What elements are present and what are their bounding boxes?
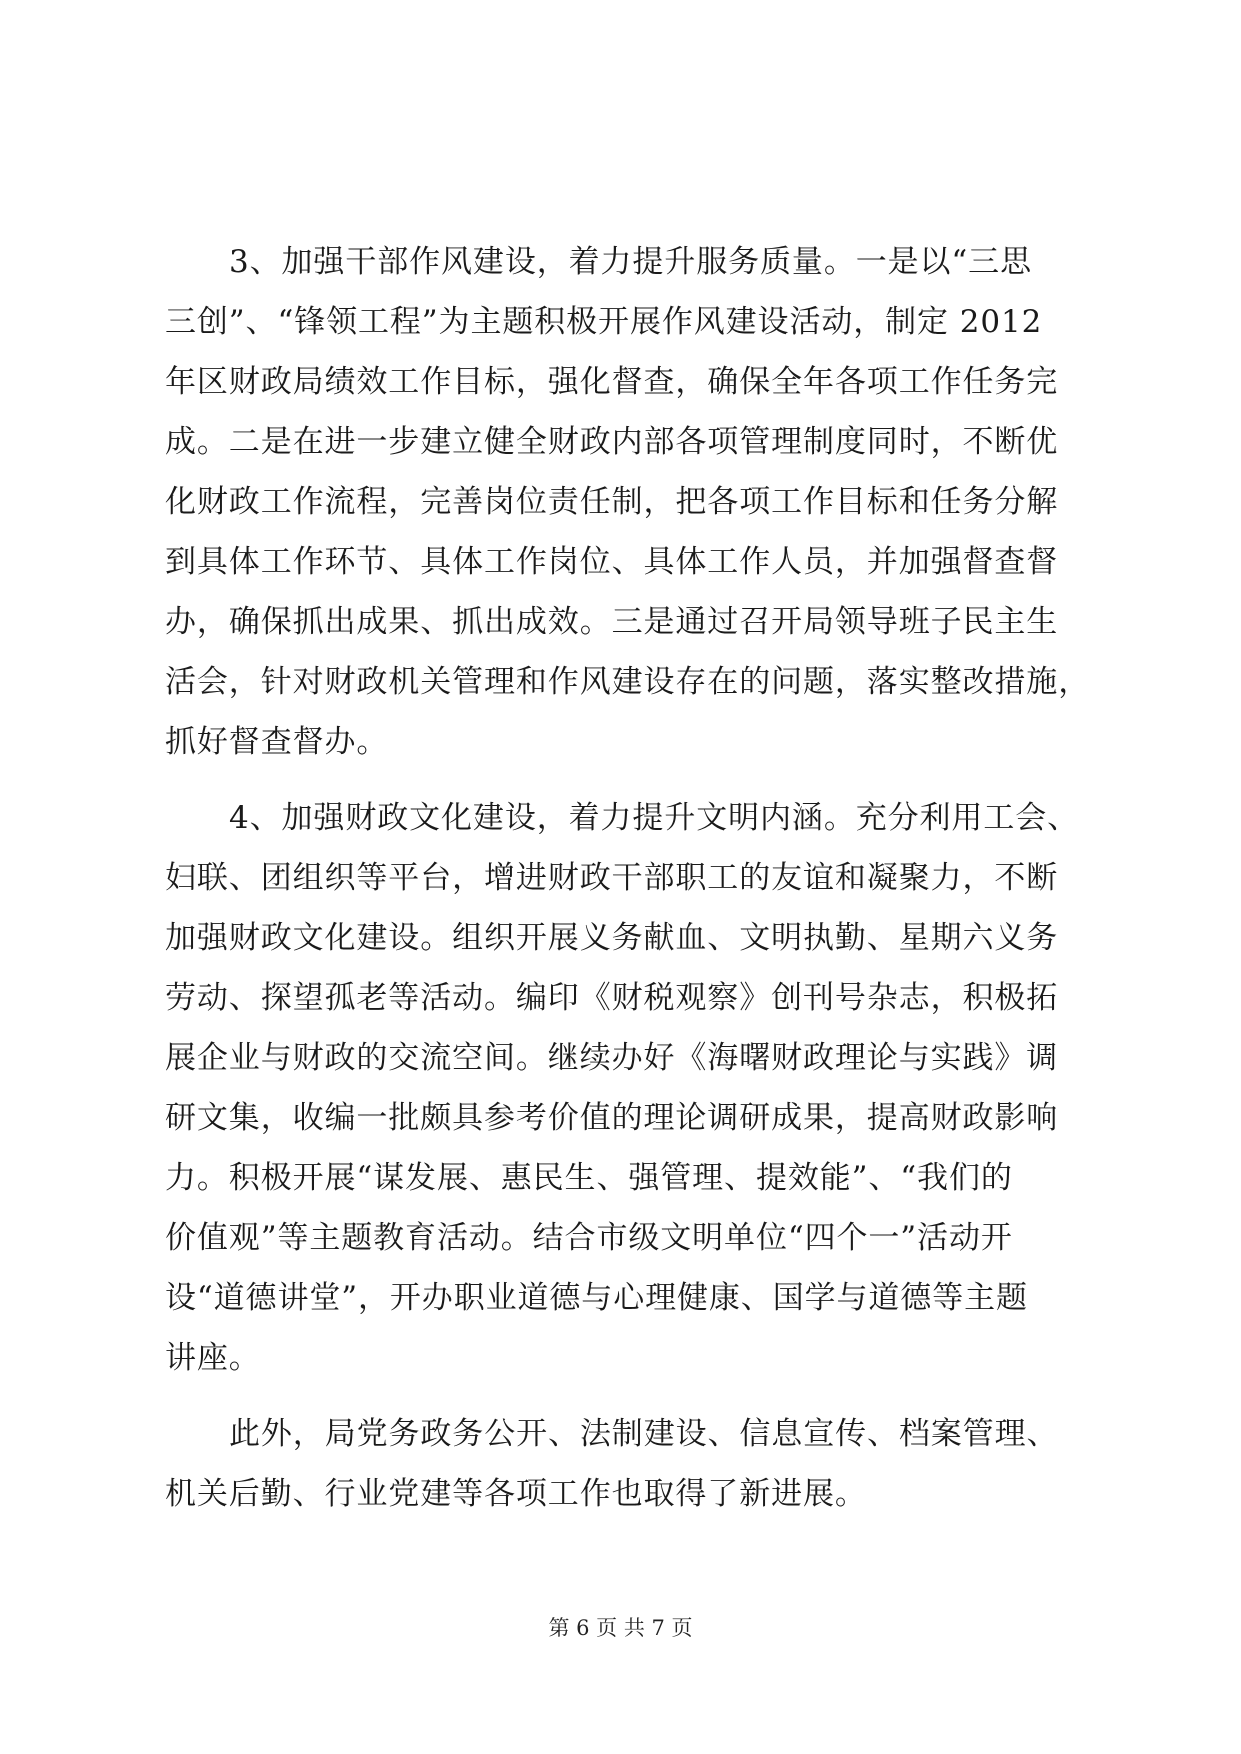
paragraph-spacer — [165, 772, 1080, 788]
paragraph-line: 研文集，收编一批颇具参考价值的理论调研成果，提高财政影响 — [165, 1100, 1059, 1136]
paragraph-line: 化财政工作流程，完善岗位责任制，把各项工作目标和任务分解 — [165, 484, 1059, 520]
paragraph-line: 讲座。 — [165, 1340, 261, 1376]
paragraph-4-culture — [165, 788, 1080, 1388]
paragraph-line: 价值观”等主题教育活动。结合市级文明单位“四个一”活动开 — [165, 1220, 1013, 1256]
paragraph-line: 4、加强财政文化建设，着力提升文明内涵。充分利用工会、 — [229, 800, 1080, 836]
paragraph-line: 年区财政局绩效工作目标，强化督查，确保全年各项工作任务完 — [165, 364, 1059, 400]
document-body — [165, 232, 1091, 1524]
paragraph-other-progress — [165, 1404, 1080, 1524]
page-number-footer: 第 6 页 共 7 页 — [548, 1616, 693, 1640]
paragraph-line: 到具体工作环节、具体工作岗位、具体工作人员，并加强督查督 — [165, 544, 1059, 580]
paragraph-line: 设“道德讲堂”，开办职业道德与心理健康、国学与道德等主题 — [165, 1280, 1028, 1316]
paragraph-3-work-style — [165, 232, 1091, 772]
paragraph-line: 活会，针对财政机关管理和作风建设存在的问题，落实整改措施， — [165, 664, 1091, 700]
paragraph-line: 劳动、探望孤老等活动。编印《财税观察》创刊号杂志，积极拓 — [165, 980, 1059, 1016]
paragraph-spacer — [165, 1388, 1080, 1404]
paragraph-line: 力。积极开展“谋发展、惠民生、强管理、提效能”、“我们的 — [165, 1160, 1013, 1196]
paragraph-line: 此外，局党务政务公开、法制建设、信息宣传、档案管理、 — [229, 1416, 1059, 1452]
paragraph-line: 3、加强干部作风建设，着力提升服务质量。一是以“三思 — [229, 244, 1032, 280]
paragraph-line: 成。二是在进一步建立健全财政内部各项管理制度同时，不断优 — [165, 424, 1059, 460]
paragraph-line: 妇联、团组织等平台，增进财政干部职工的友谊和凝聚力，不断 — [165, 860, 1059, 896]
paragraph-line: 三创”、“锋领工程”为主题积极开展作风建设活动，制定 2012 — [165, 304, 1043, 340]
paragraph-line: 办，确保抓出成果、抓出成效。三是通过召开局领导班子民主生 — [165, 604, 1059, 640]
paragraph-line: 机关后勤、行业党建等各项工作也取得了新进展。 — [165, 1476, 867, 1512]
paragraph-line: 抓好督查督办。 — [165, 724, 389, 760]
paragraph-line: 展企业与财政的交流空间。继续办好《海曙财政理论与实践》调 — [165, 1040, 1059, 1076]
paragraph-line: 加强财政文化建设。组织开展义务献血、文明执勤、星期六义务 — [165, 920, 1059, 956]
